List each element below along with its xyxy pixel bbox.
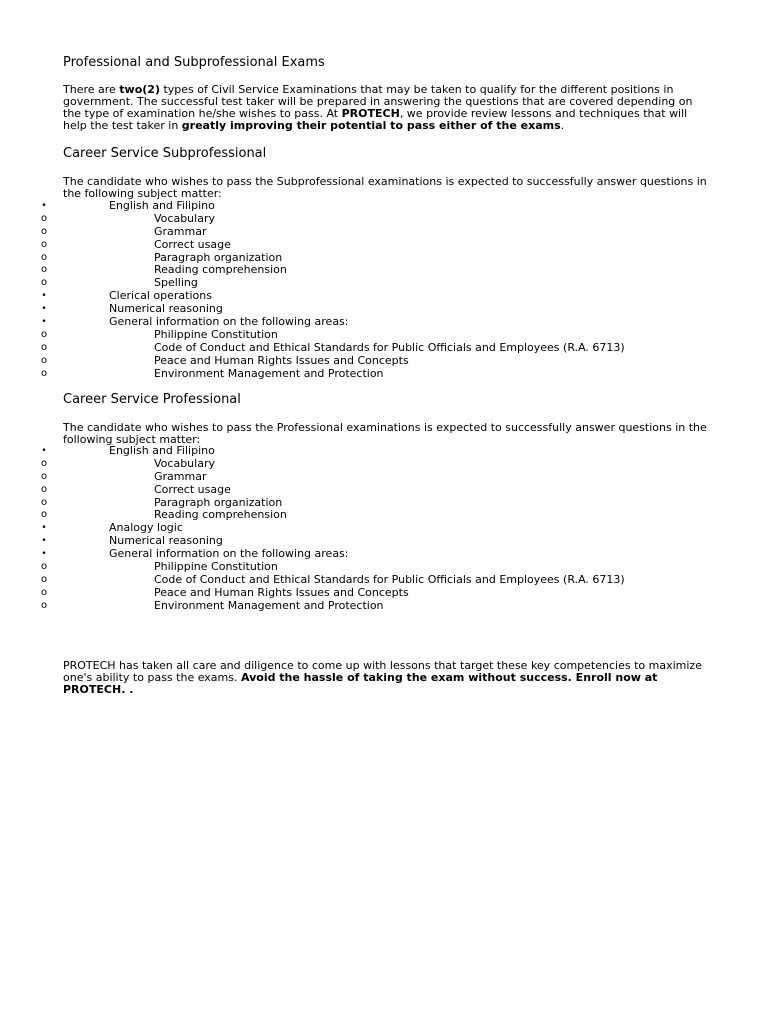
circle-bullet-icon: o (40, 509, 48, 521)
list-item-text: Reading comprehension (154, 508, 287, 522)
list-item-text: Grammar (154, 469, 207, 483)
circle-bullet-icon: o (40, 238, 48, 250)
list-item (0, 355, 768, 368)
list-item-text: Vocabulary (154, 456, 215, 470)
circle-bullet-icon: o (40, 354, 48, 366)
list-item (0, 368, 768, 381)
list-item (0, 213, 768, 226)
intro-text-4: . (560, 119, 565, 132)
list-item (0, 329, 768, 342)
list-item-text: Code of Conduct and Ethical Standards for Public Officials and Employees (R.A. 6713) (154, 572, 625, 586)
list-item-text: Philippine Constitution (154, 560, 278, 574)
professional-heading: Career Service Professional (63, 392, 241, 407)
bullet-icon: • (41, 317, 47, 328)
closing-bold: Avoid the hassle of taking the exam without success. Enroll now at PROTECH (63, 671, 658, 696)
intro-bold-1: two(2) (119, 83, 160, 96)
bullet-icon: • (41, 536, 47, 547)
bullet-icon: • (41, 291, 47, 302)
intro-text-2: types of Civil Service Examinations that may be taken to qualify for the different positions in government. The successful test taker will be prepared in answering the questions that are covered depending on the type of examination he/she wishes to pass. At (63, 83, 693, 120)
list-item-text: Correct usage (154, 237, 231, 251)
circle-bullet-icon: o (40, 212, 48, 224)
bullet-icon: • (41, 304, 47, 315)
list-item (0, 587, 768, 600)
circle-bullet-icon: o (40, 277, 48, 289)
closing-text-1: PROTECH has taken all care and diligence to come up with lessons that target these key competencies to maximize one's ability to pass the exams. (63, 659, 702, 684)
bullet-icon: • (41, 549, 47, 560)
list-item (0, 484, 768, 497)
list-item (0, 264, 768, 277)
list-item-text: Correct usage (154, 482, 231, 496)
list-item (0, 445, 768, 458)
closing-text-2: . . (121, 683, 134, 696)
circle-bullet-icon: o (40, 483, 48, 495)
list-item-text: Code of Conduct and Ethical Standards for Public Officials and Employees (R.A. 6713) (154, 340, 625, 354)
list-item-text: Paragraph organization (154, 495, 283, 509)
list-item-text: Environment Management and Protection (154, 366, 384, 380)
list-item (0, 458, 768, 471)
circle-bullet-icon: o (40, 573, 48, 585)
circle-bullet-icon: o (40, 457, 48, 469)
list-item (0, 471, 768, 484)
circle-bullet-icon: o (40, 367, 48, 379)
intro-bold-2: PROTECH (341, 107, 400, 120)
list-item-text: Environment Management and Protection (154, 598, 384, 612)
list-item-text: English and Filipino (109, 199, 215, 212)
list-item (0, 252, 768, 265)
list-item-text: Numerical reasoning (109, 534, 223, 548)
list-item (0, 574, 768, 587)
circle-bullet-icon: o (40, 251, 48, 263)
intro-bold-3: greatly improving their potential to pass either of the exams (181, 119, 561, 132)
subprofessional-intro: The candidate who wishes to pass the Subprofessional examinations is expected to successfully answer questions in the following subject matter: (63, 175, 707, 200)
list-item-text: Peace and Human Rights Issues and Concepts (154, 585, 409, 599)
list-item-text: Philippine Constitution (154, 327, 278, 341)
circle-bullet-icon: o (40, 561, 48, 573)
professional-subject-list (0, 445, 768, 613)
list-item-text: Analogy logic (109, 521, 183, 535)
list-item (0, 316, 768, 329)
list-item (0, 342, 768, 355)
closing-paragraph (63, 660, 713, 696)
bullet-icon: • (41, 523, 47, 534)
list-item (0, 239, 768, 252)
list-item-text: English and Filipino (109, 444, 215, 457)
circle-bullet-icon: o (40, 599, 48, 611)
circle-bullet-icon: o (40, 586, 48, 598)
circle-bullet-icon: o (40, 496, 48, 508)
subprofessional-heading: Career Service Subprofessional (63, 146, 267, 161)
intro-text-3: , we provide review lessons and techniques that will help the test taker in (63, 107, 688, 132)
bullet-icon: • (41, 201, 47, 211)
list-item-text: Numerical reasoning (109, 302, 223, 316)
list-item-text: Paragraph organization (154, 250, 283, 264)
circle-bullet-icon: o (40, 225, 48, 237)
intro-paragraph (63, 84, 713, 132)
bullet-icon: • (41, 446, 47, 456)
list-item-text: General information on the following areas: (109, 315, 349, 329)
list-item (0, 226, 768, 239)
list-item-text: Grammar (154, 224, 207, 238)
circle-bullet-icon: o (40, 470, 48, 482)
list-item (0, 600, 768, 613)
list-item-text: General information on the following areas: (109, 547, 349, 561)
list-item-text: Clerical operations (109, 289, 212, 303)
list-item (0, 497, 768, 510)
list-item-text: Reading comprehension (154, 263, 287, 277)
circle-bullet-icon: o (40, 341, 48, 353)
subprofessional-subject-list (0, 200, 768, 380)
intro-text-1: There are (63, 83, 120, 96)
circle-bullet-icon: o (40, 328, 48, 340)
list-item-text: Vocabulary (154, 211, 215, 225)
circle-bullet-icon: o (40, 264, 48, 276)
list-item (0, 200, 768, 213)
list-item (0, 561, 768, 574)
list-item-text: Spelling (154, 276, 198, 290)
list-item-text: Peace and Human Rights Issues and Concepts (154, 353, 409, 367)
list-item (0, 548, 768, 561)
professional-intro: The candidate who wishes to pass the Professional examinations is expected to successfully answer questions in the following subject matter: (63, 421, 707, 446)
page-title: Professional and Subprofessional Exams (63, 55, 325, 70)
